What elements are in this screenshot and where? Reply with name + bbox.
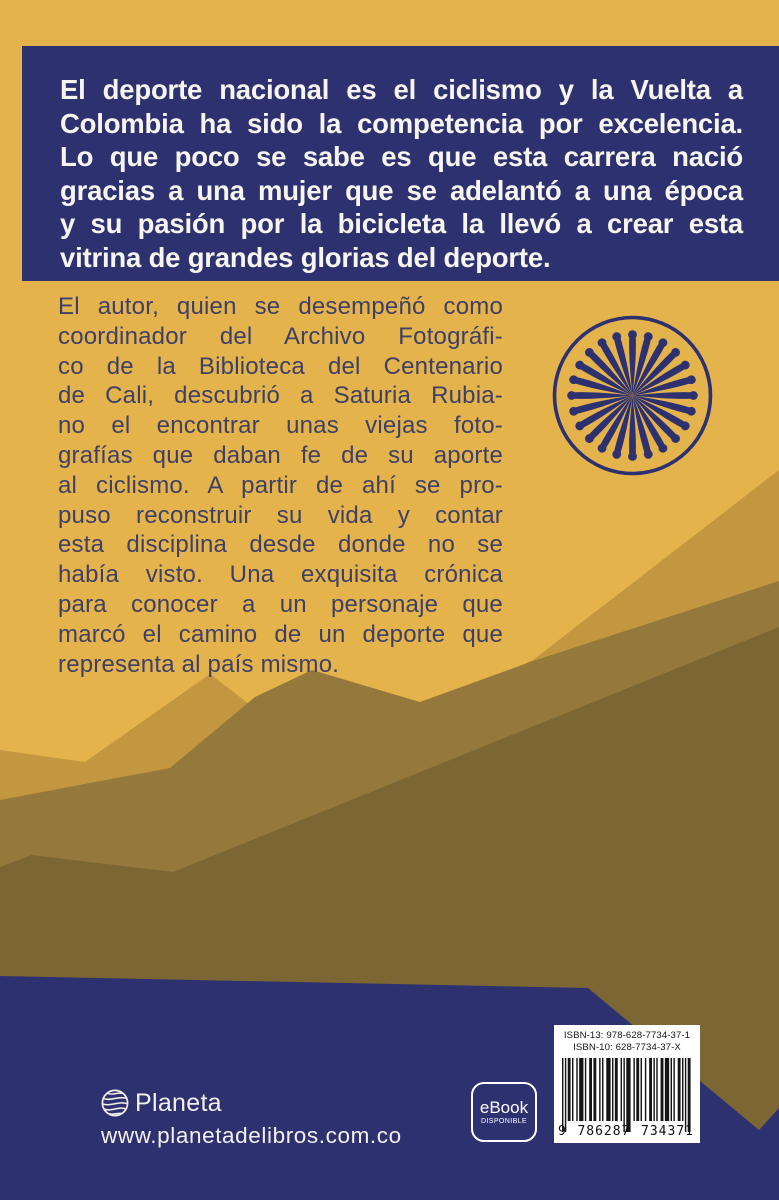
wheel-spokes xyxy=(567,330,698,461)
headline-line: y su pasión por la bicicleta la llevó a crear esta xyxy=(60,208,743,239)
headline-banner xyxy=(22,46,779,281)
headline-line: El deporte nacional es el ciclismo y la Vuelta a xyxy=(60,74,743,105)
synopsis-line: no el encontrar unas viejas foto- xyxy=(58,412,503,440)
barcode-digit-group: 9 xyxy=(558,1124,567,1139)
synopsis-line: para conocer a un personaje que xyxy=(58,590,503,618)
bicycle-wheel-icon xyxy=(550,313,715,478)
headline-line: Colombia ha sido la competencia por excelencia. xyxy=(60,107,743,139)
synopsis-line: había visto. Una exquisita crónica xyxy=(58,561,503,589)
synopsis-line: esta disciplina desde donde no se xyxy=(58,531,503,559)
synopsis-paragraph xyxy=(58,292,503,679)
headline-line: vitrina de grandes glorias del deporte. xyxy=(60,241,551,273)
barcode-digits xyxy=(558,1124,694,1139)
barcode-digit-group: 734371 xyxy=(641,1124,694,1139)
synopsis-line: co de la Biblioteca del Centenario xyxy=(58,352,503,380)
synopsis-line: coordinador del Archivo Fotográfi- xyxy=(58,322,503,350)
barcode-bars xyxy=(562,1058,692,1132)
isbn13-label: ISBN-13: 978-628-7734-37-1 xyxy=(563,1030,691,1041)
headline-text xyxy=(60,73,743,274)
synopsis-line: al ciclismo. A partir de ahí se pro- xyxy=(58,471,503,499)
synopsis-line: representa al país mismo. xyxy=(58,650,340,678)
synopsis-line: grafías que daban fe de su aporte xyxy=(58,441,503,469)
isbn10-label: ISBN-10: 628-7734-37-X xyxy=(573,1041,681,1053)
ebook-badge-title: eBook xyxy=(479,1098,529,1117)
barcode-digit-group: 786287 xyxy=(577,1124,631,1139)
publisher-name: Planeta xyxy=(135,1088,222,1117)
ebook-badge xyxy=(471,1082,537,1142)
synopsis-text xyxy=(58,292,503,679)
publisher-website: www.planetadelibros.com.co xyxy=(101,1123,402,1148)
synopsis-line: de Cali, descubrió a Saturia Rubia- xyxy=(58,382,503,410)
planeta-globe-icon xyxy=(100,1088,130,1118)
isbn-barcode-block xyxy=(554,1025,700,1143)
headline-line: Lo que poco se sabe es que esta carrera nació xyxy=(60,141,743,172)
synopsis-line: El autor, quien se desempeñó como xyxy=(58,293,503,320)
synopsis-line: marcó el camino de un deporte que xyxy=(58,620,503,648)
headline-line: gracias a una mujer que se adelantó a una época xyxy=(60,174,743,206)
ebook-badge-subtitle: DISPONIBLE xyxy=(480,1118,527,1125)
synopsis-line: puso reconstruir su vida y contar xyxy=(58,501,503,529)
publisher-logo-row xyxy=(100,1088,222,1118)
